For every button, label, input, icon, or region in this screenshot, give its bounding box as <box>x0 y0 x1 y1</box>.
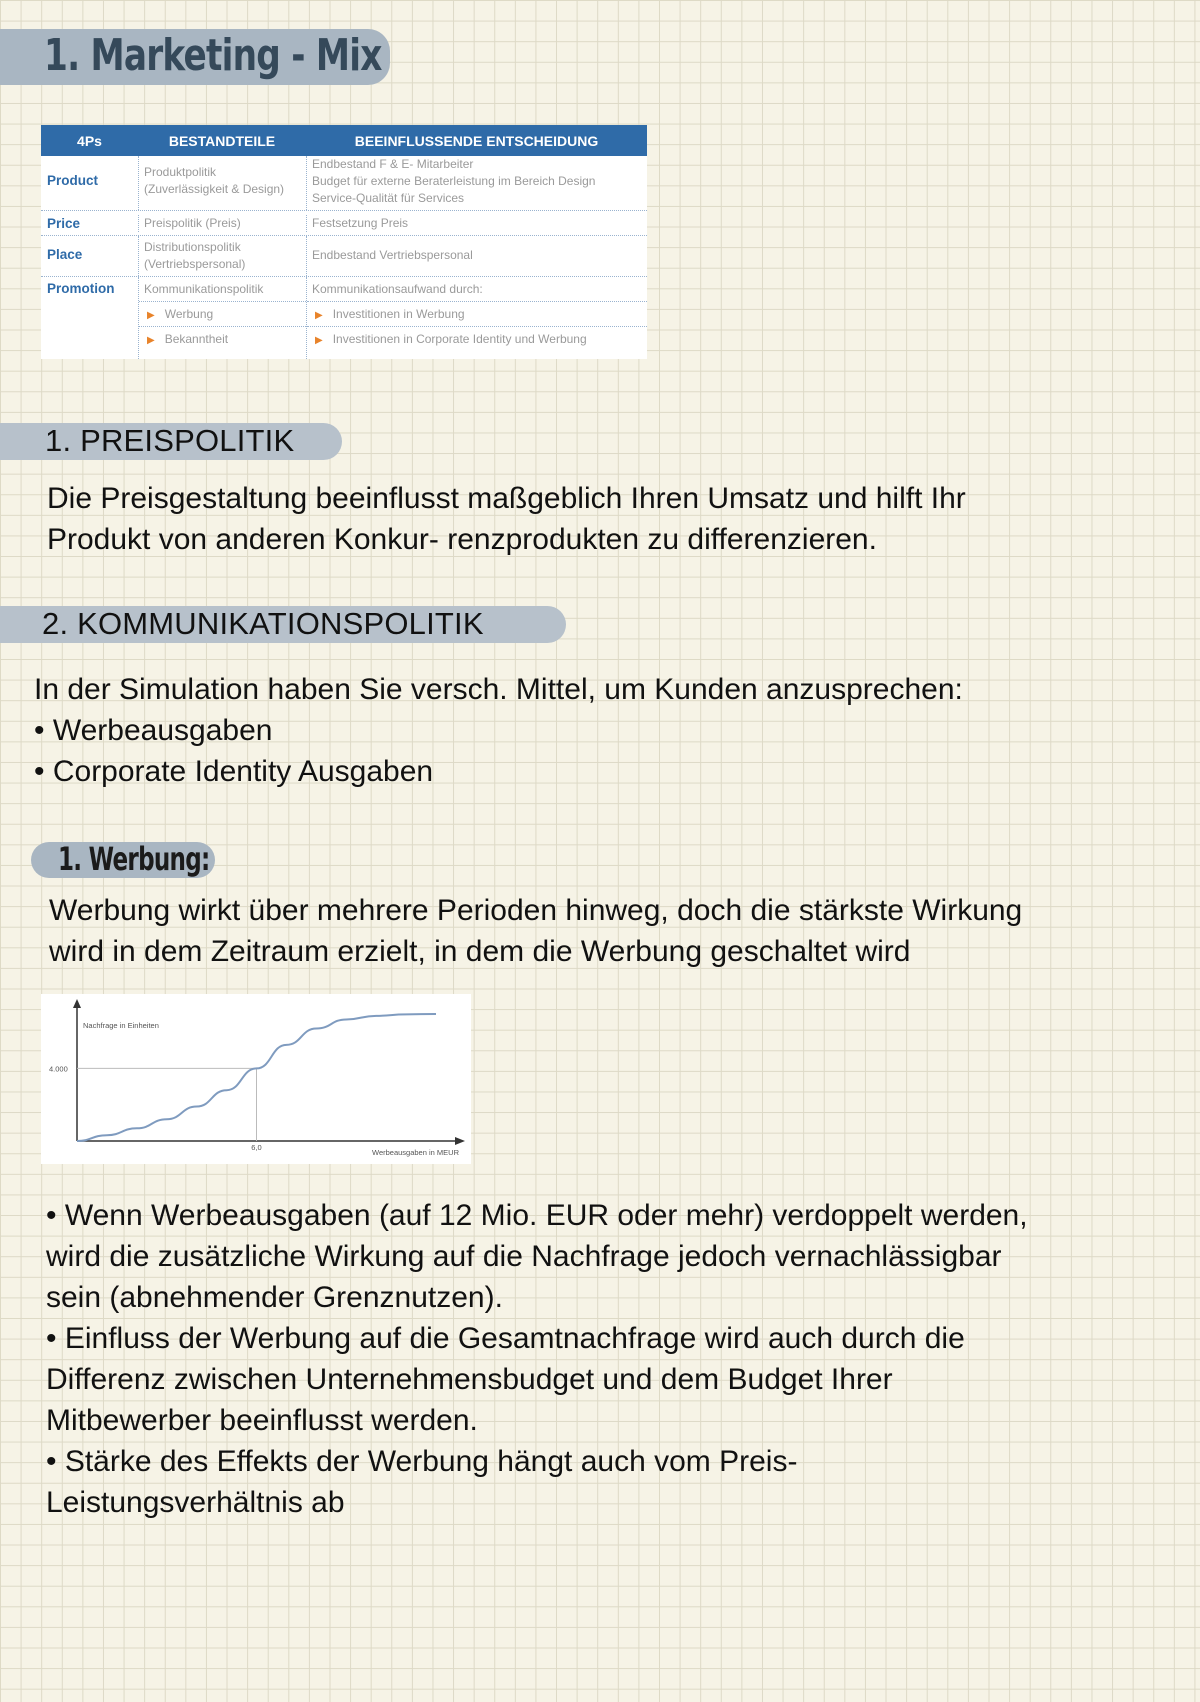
arrow-right-icon: ▶ <box>315 310 323 321</box>
table-header-cell: BESTANDTEILE <box>168 132 276 149</box>
text-line: Produkt von anderen Konkur- renzprodukten zu differenzieren. <box>47 523 877 556</box>
table-row <box>41 277 647 359</box>
cell-line: Produktpolitik <box>144 165 217 179</box>
notes-text <box>46 1195 1028 1523</box>
cell-line <box>307 327 647 351</box>
text-line: Mitbewerber beeinflusst werden. <box>46 1404 478 1437</box>
table-cell-bestandteile: Preispolitik (Preis) <box>138 215 306 232</box>
cell-line: (Zuverlässigkeit & Design) <box>144 182 285 196</box>
cell-text: Investitionen in Werbung <box>332 307 465 321</box>
cell-line: Kommunikationspolitik <box>139 277 306 302</box>
arrow-right-icon: ▶ <box>315 335 323 346</box>
preispolitik-title: 1. PREISPOLITIK <box>45 423 295 458</box>
table-cell-p: Promotion <box>47 281 115 296</box>
table-cell-p: Place <box>47 247 83 262</box>
text-line: • Einfluss der Werbung auf die Gesamtnachfrage wird auch durch die <box>46 1322 965 1355</box>
text-line: In der Simulation haben Sie versch. Mittel, um Kunden anzusprechen: <box>34 673 963 706</box>
x-axis-label: Werbeausgaben in MEUR <box>372 1148 459 1157</box>
cell-text: Bekanntheit <box>164 332 229 346</box>
bullet-item: • Werbeausgaben <box>34 714 273 747</box>
marketing-mix-table <box>41 125 647 359</box>
table-header-cell: BEEINFLUSSENDE ENTSCHEIDUNG <box>354 132 599 149</box>
cell-text: Investitionen in Corporate Identity und Werbung <box>332 332 587 346</box>
text-line: Leistungsverhältnis ab <box>46 1486 345 1519</box>
x-tick-label: 6,0 <box>251 1143 262 1152</box>
table-cell-bestandteile <box>138 277 306 359</box>
table-row <box>41 211 647 236</box>
cell-line: Kommunikationsaufwand durch: <box>307 277 647 302</box>
y-axis-arrow-icon <box>73 999 81 1008</box>
cell-line: Service-Qualität für Services <box>312 191 465 205</box>
text-line: sein (abnehmender Grenznutzen). <box>46 1281 503 1314</box>
table-cell-entscheidung: Festsetzung Preis <box>306 215 647 232</box>
table-cell-bestandteile <box>138 236 306 276</box>
cell-line <box>139 302 306 327</box>
page-title: 1. Marketing - Mix <box>44 30 382 81</box>
arrow-right-icon: ▶ <box>147 310 155 321</box>
text-line: Werbung wirkt über mehrere Perioden hinweg, doch die stärkste Wirkung <box>49 894 1023 927</box>
table-cell-entscheidung <box>306 156 647 210</box>
text-line: wird in dem Zeitraum erzielt, in dem die Werbung geschaltet wird <box>49 935 911 968</box>
text-line: wird die zusätzliche Wirkung auf die Nachfrage jedoch vernachlässigbar <box>46 1240 1002 1273</box>
cell-line: Endbestand F & E- Mitarbeiter <box>312 157 474 171</box>
cell-line: (Vertriebspersonal) <box>144 257 246 271</box>
demand-chart <box>41 994 471 1164</box>
cell-line <box>307 302 647 327</box>
table-cell-bestandteile <box>138 156 306 210</box>
werbung-text <box>49 890 1022 972</box>
text-line: Die Preisgestaltung beeinflusst maßgeblich Ihren Umsatz und hilft Ihr <box>47 482 966 515</box>
cell-line: Budget für externe Beraterleistung im Bereich Design <box>312 174 596 188</box>
werbung-title: 1. Werbung: <box>58 840 210 878</box>
kommunikation-title: 2. KOMMUNIKATIONSPOLITIK <box>42 606 484 641</box>
text-line: Differenz zwischen Unternehmensbudget und dem Budget Ihrer <box>46 1363 893 1396</box>
table-cell-entscheidung <box>306 277 647 359</box>
y-tick-label: 4.000 <box>49 1064 68 1074</box>
table-cell-entscheidung: Endbestand Vertriebspersonal <box>306 236 647 276</box>
table-cell-p: Product <box>47 173 99 188</box>
table-row <box>41 236 647 277</box>
table-header <box>41 125 647 156</box>
bullet-item: • Corporate Identity Ausgaben <box>34 755 434 788</box>
cell-line <box>139 327 306 351</box>
y-axis-label: Nachfrage in Einheiten <box>83 1021 159 1030</box>
preispolitik-text <box>47 478 966 560</box>
text-line: • Stärke des Effekts der Werbung hängt auch vom Preis- <box>46 1445 798 1478</box>
arrow-right-icon: ▶ <box>147 335 155 346</box>
cell-line: Distributionspolitik <box>144 240 241 254</box>
table-cell-p: Price <box>47 215 81 231</box>
table-header-cell: 4Ps <box>77 132 102 149</box>
kommunikation-text <box>34 669 963 792</box>
table-row <box>41 156 647 211</box>
demand-chart-svg <box>41 994 471 1164</box>
x-axis-arrow-icon <box>455 1137 465 1145</box>
text-line: • Wenn Werbeausgaben (auf 12 Mio. EUR oder mehr) verdoppelt werden, <box>46 1199 1028 1232</box>
cell-text: Werbung <box>164 307 214 321</box>
